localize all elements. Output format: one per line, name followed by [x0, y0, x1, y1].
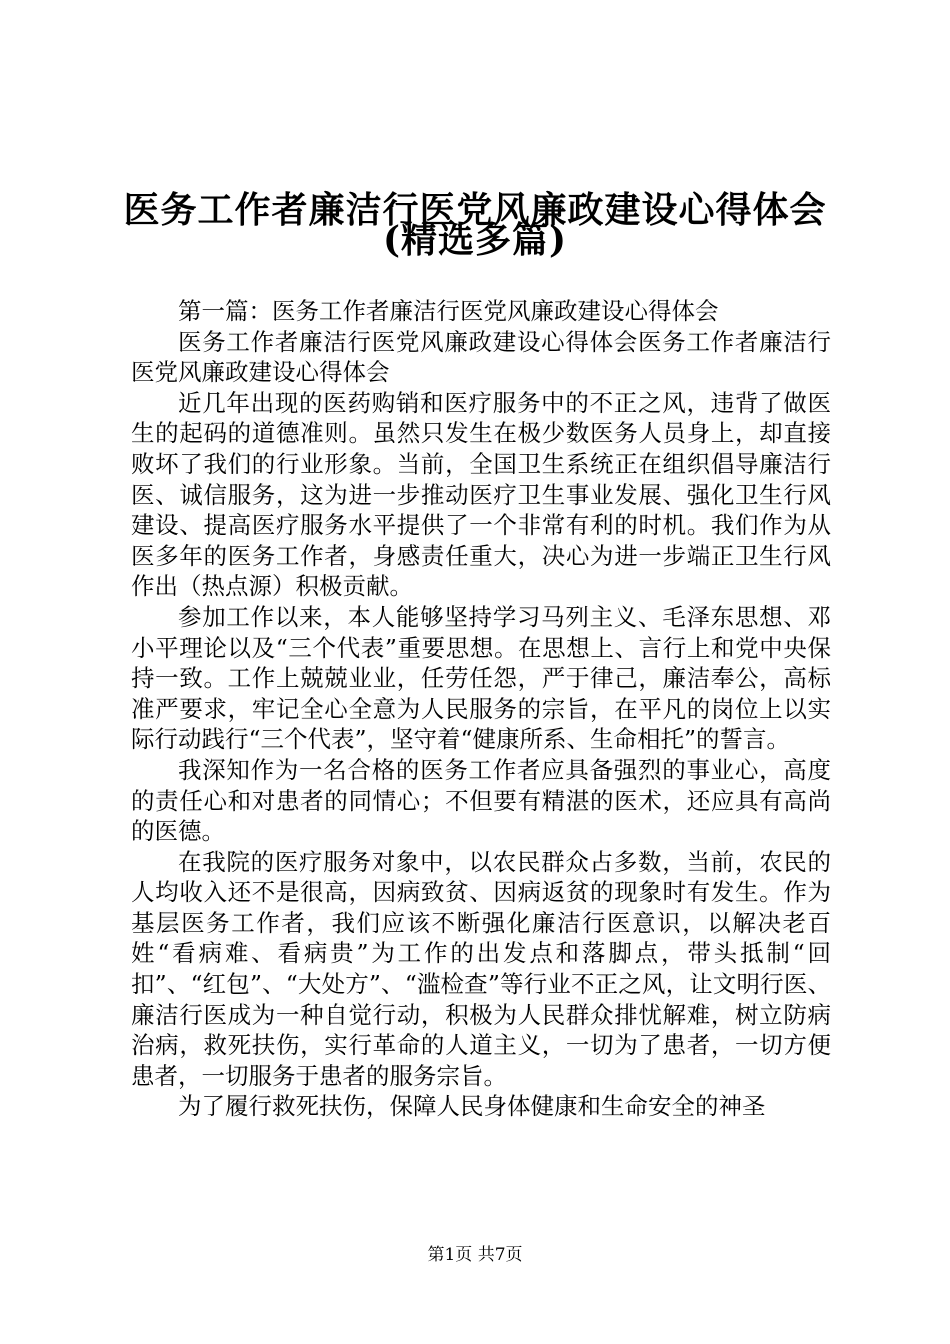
- document-title: 医务工作者廉洁行医党风廉政建设心得体会: [123, 189, 827, 231]
- paragraph: 我深知作为一名合格的医务工作者应具备强烈的事业心，高度的责任心和对患者的同情心；不但要有精湛的医术，还应具有高尚的医德。: [131, 755, 831, 846]
- document-subtitle: (精选多篇): [382, 219, 568, 261]
- paragraph: 近几年出现的医药购销和医疗服务中的不正之风，违背了做医生的起码的道德准则。虽然只发生在极少数医务人员身上，却直接败坏了我们的行业形象。当前，全国卫生系统正在组织倡导廉洁行医、诚信服务，这为进一步推动医疗卫生事业发展、强化卫生行风建设、提高医疗服务水平提供了一个非常有利的时机。我们作为从医多年的医务工作者，身感责任重大，决心为进一步端正卫生行风作出（热点源）积极贡献。: [131, 388, 831, 601]
- page-number-footer: 第1页 共7页: [427, 1245, 523, 1265]
- paragraph: 为了履行救死扶伤，保障人民身体健康和生命安全的神圣: [178, 1092, 766, 1121]
- paragraph-section-heading: 第一篇：医务工作者廉洁行医党风廉政建设心得体会: [178, 297, 719, 325]
- paragraph: 在我院的医疗服务对象中，以农民群众占多数，当前，农民的人均收入还不是很高，因病致贫、因病返贫的现象时有发生。作为基层医务工作者，我们应该不断强化廉洁行医意识，以解决老百姓“看病难、看病贵”为工作的出发点和落脚点，带头抵制“回扣”、“红包”、“大处方”、“滥检查”等行业不正之风，让文明行医、廉洁行医成为一种自觉行动，积极为人民群众排忧解难，树立防病治病，救死扶伤，实行革命的人道主义，一切为了患者，一切方便患者，一切服务于患者的服务宗旨。: [131, 847, 831, 1090]
- document-body: [131, 296, 831, 1122]
- paragraph: 医务工作者廉洁行医党风廉政建设心得体会医务工作者廉洁行医党风廉政建设心得体会: [131, 327, 831, 387]
- paragraph: 参加工作以来，本人能够坚持学习马列主义、毛泽东思想、邓小平理论以及“三个代表”重要思想。在思想上、言行上和党中央保持一致。工作上兢兢业业，任劳任怨，严于律己，廉洁奉公，高标准严要求，牢记全心全意为人民服务的宗旨，在平凡的岗位上以实际行动践行“三个代表”，坚守着“健康所系、生命相托”的誓言。: [131, 602, 831, 754]
